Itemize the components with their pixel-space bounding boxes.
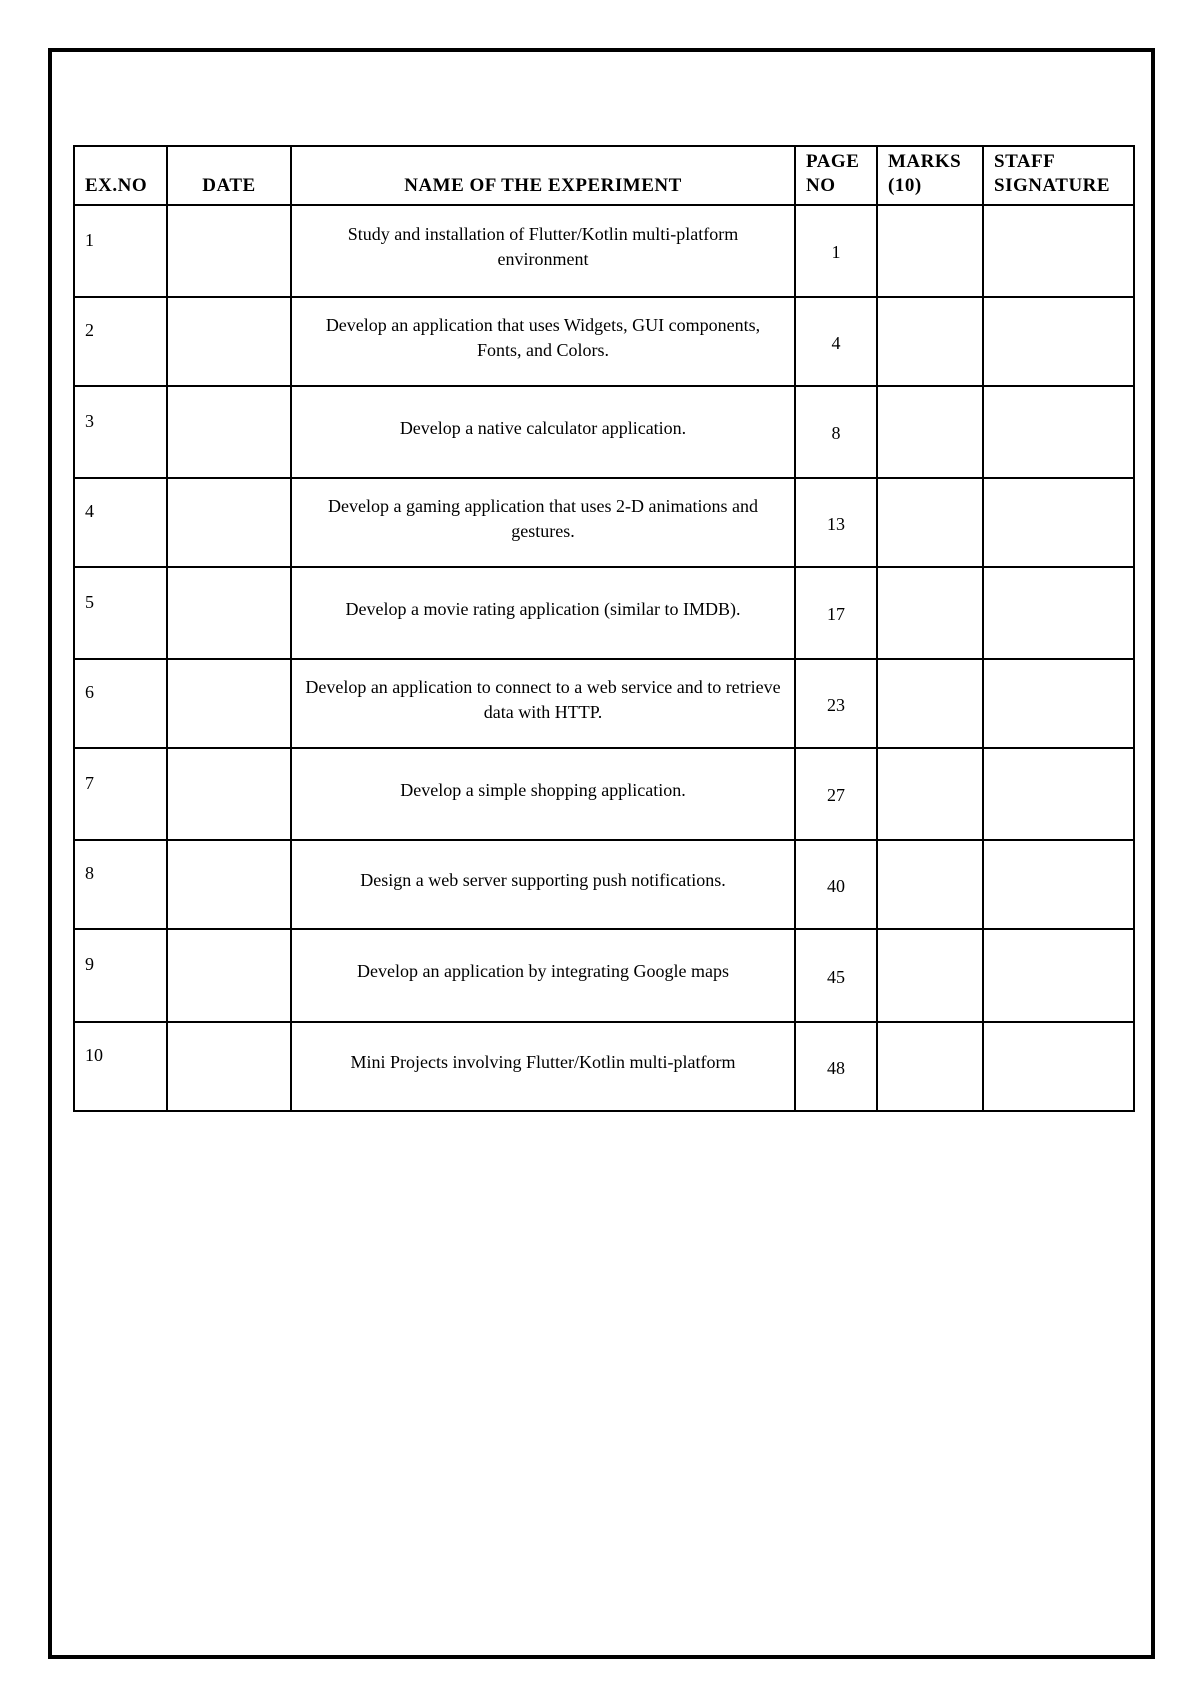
cell-experiment-name: Study and installation of Flutter/Kotlin multi-platform environment	[291, 205, 795, 297]
cell-marks	[877, 748, 983, 840]
cell-marks	[877, 478, 983, 567]
cell-date	[167, 748, 291, 840]
cell-exno: 4	[74, 478, 167, 567]
cell-staff-signature	[983, 567, 1134, 659]
cell-date	[167, 386, 291, 478]
cell-marks	[877, 929, 983, 1022]
table-row	[74, 567, 1134, 659]
cell-experiment-name: Develop a native calculator application.	[291, 386, 795, 478]
cell-staff-signature	[983, 205, 1134, 297]
table-header-row	[74, 146, 1134, 205]
cell-exno: 2	[74, 297, 167, 386]
cell-marks	[877, 297, 983, 386]
cell-staff-signature	[983, 386, 1134, 478]
cell-experiment-name: Develop an application that uses Widgets, GUI components, Fonts, and Colors.	[291, 297, 795, 386]
header-date: DATE	[167, 146, 291, 205]
cell-date	[167, 297, 291, 386]
cell-marks	[877, 386, 983, 478]
cell-marks	[877, 840, 983, 929]
cell-exno: 1	[74, 205, 167, 297]
header-exno: EX.NO	[74, 146, 167, 205]
table-row	[74, 840, 1134, 929]
cell-page-no: 27	[795, 748, 877, 840]
table-row	[74, 1022, 1134, 1111]
cell-page-no: 23	[795, 659, 877, 748]
table-row	[74, 929, 1134, 1022]
table-row	[74, 478, 1134, 567]
cell-experiment-name: Develop an application by integrating Google maps	[291, 929, 795, 1022]
cell-date	[167, 1022, 291, 1111]
cell-page-no: 1	[795, 205, 877, 297]
cell-marks	[877, 567, 983, 659]
header-experiment-name: NAME OF THE EXPERIMENT	[291, 146, 795, 205]
table-row	[74, 386, 1134, 478]
cell-page-no: 13	[795, 478, 877, 567]
header-marks: MARKS (10)	[877, 146, 983, 205]
table-row	[74, 297, 1134, 386]
cell-exno: 8	[74, 840, 167, 929]
table-row	[74, 659, 1134, 748]
table-body	[74, 205, 1134, 1111]
cell-experiment-name: Develop a simple shopping application.	[291, 748, 795, 840]
cell-exno: 5	[74, 567, 167, 659]
cell-staff-signature	[983, 929, 1134, 1022]
cell-date	[167, 567, 291, 659]
cell-marks	[877, 205, 983, 297]
cell-page-no: 45	[795, 929, 877, 1022]
cell-date	[167, 659, 291, 748]
header-page-no: PAGE NO	[795, 146, 877, 205]
cell-staff-signature	[983, 478, 1134, 567]
table-row	[74, 748, 1134, 840]
cell-staff-signature	[983, 659, 1134, 748]
cell-page-no: 17	[795, 567, 877, 659]
header-staff-signature: STAFF SIGNATURE	[983, 146, 1134, 205]
cell-page-no: 8	[795, 386, 877, 478]
cell-exno: 10	[74, 1022, 167, 1111]
experiment-index-table	[73, 145, 1135, 1112]
cell-date	[167, 205, 291, 297]
cell-date	[167, 840, 291, 929]
cell-experiment-name: Design a web server supporting push notifications.	[291, 840, 795, 929]
cell-exno: 9	[74, 929, 167, 1022]
cell-experiment-name: Develop a gaming application that uses 2-D animations and gestures.	[291, 478, 795, 567]
cell-staff-signature	[983, 1022, 1134, 1111]
cell-experiment-name: Develop an application to connect to a web service and to retrieve data with HTTP.	[291, 659, 795, 748]
cell-exno: 6	[74, 659, 167, 748]
cell-page-no: 4	[795, 297, 877, 386]
cell-exno: 3	[74, 386, 167, 478]
cell-marks	[877, 1022, 983, 1111]
cell-exno: 7	[74, 748, 167, 840]
cell-page-no: 48	[795, 1022, 877, 1111]
cell-date	[167, 929, 291, 1022]
cell-experiment-name: Mini Projects involving Flutter/Kotlin multi-platform	[291, 1022, 795, 1111]
cell-staff-signature	[983, 840, 1134, 929]
cell-experiment-name: Develop a movie rating application (similar to IMDB).	[291, 567, 795, 659]
table-row	[74, 205, 1134, 297]
cell-staff-signature	[983, 297, 1134, 386]
cell-marks	[877, 659, 983, 748]
cell-staff-signature	[983, 748, 1134, 840]
cell-page-no: 40	[795, 840, 877, 929]
cell-date	[167, 478, 291, 567]
